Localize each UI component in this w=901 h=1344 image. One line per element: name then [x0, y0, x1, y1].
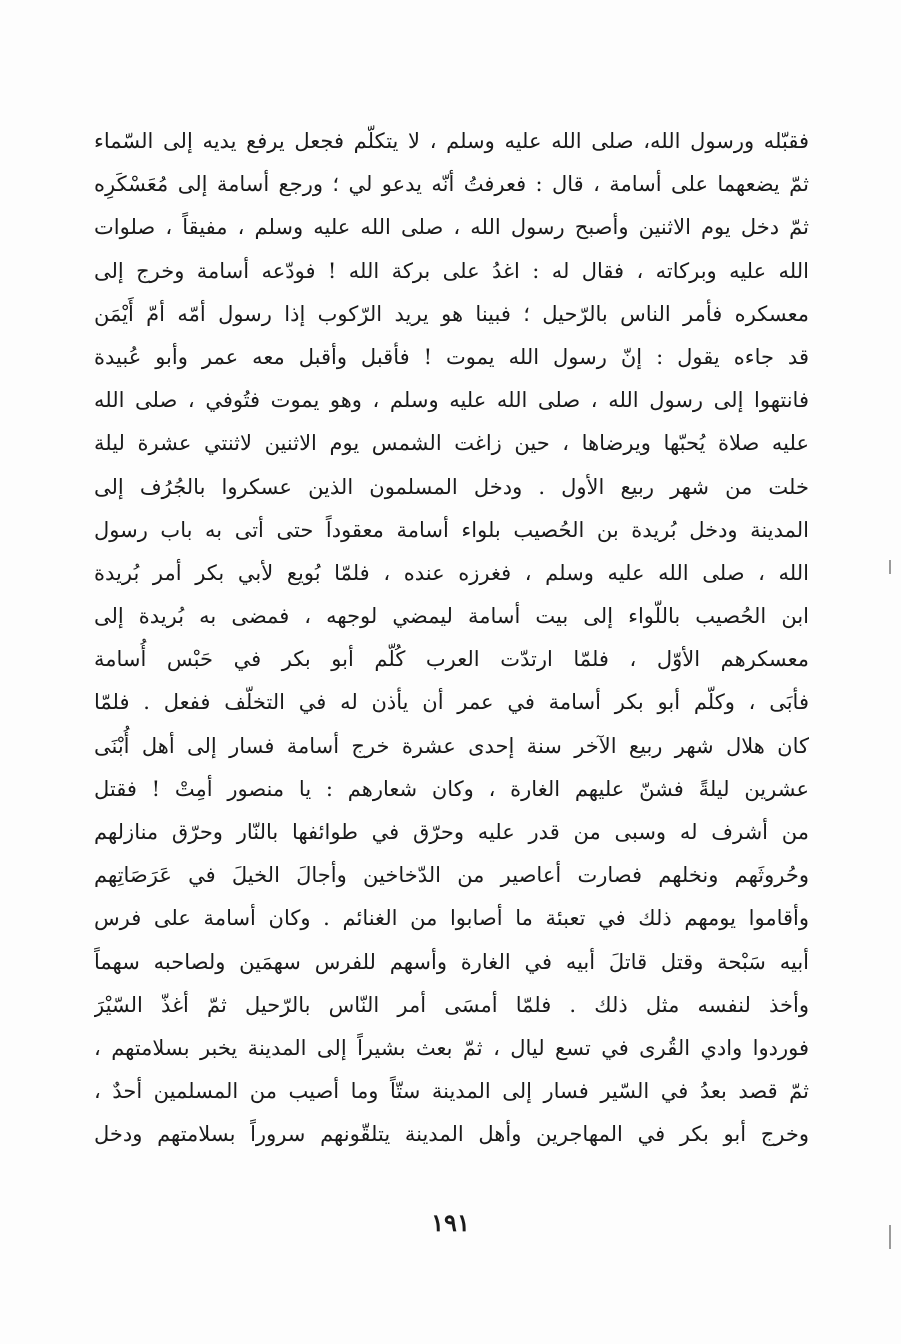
- scan-edge-mark: [889, 1225, 891, 1249]
- text-line: فوردوا وادي القُرى في تسع ليال ، ثمّ بعث بشيراً إلى المدينة يخبر بسلامتهم ،: [94, 1035, 809, 1060]
- text-line: أبيه سَبْحة وقتل قاتلَ أبيه في الغارة وأسهم للفرس سهمَين ولصاحبه سهماً: [94, 949, 809, 974]
- text-line: معسكره فأمر الناس بالرّحيل ؛ فبينا هو يريد الرّكوب إذا رسول أمّه أمّ أَيْمَن: [94, 301, 809, 326]
- text-line: من أشرف له وسبى من قدر عليه وحرّق في طوائفها بالنّار وحرّق منازلهم: [94, 820, 809, 844]
- text-line: معسكرهم الأوّل ، فلمّا ارتدّت العرب كُلّم أبو بكر في حَبْس أُسامة: [94, 647, 809, 672]
- text-line: وخرج أبو بكر في المهاجرين وأهل المدينة يتلقّونهم سروراً بسلامتهم ودخل: [94, 1122, 809, 1147]
- text-line: عليه صلاة يُحبّها ويرضاها ، حين زاغت الشمس يوم الاثنين لاثنتي عشرة ليلة: [94, 431, 809, 456]
- text-line: عشرين ليلةً فشنّ عليهم الغارة ، وكان شعارهم : يا منصور أمِتْ ! فقتل: [94, 776, 809, 801]
- text-line: قد جاءه يقول : إنّ رسول الله يموت ! فأقبل وأقبل معه عمر وأبو عُبيدة: [94, 344, 809, 369]
- text-line: وحُروثَهم ونخلهم فصارت أعاصير من الدّخاخين وأجالَ الخيلَ في عَرَصَاتِهم: [94, 863, 809, 888]
- text-line: المدينة ودخل بُريدة بن الحُصيب بلواء أسامة معقوداً حتى أتى به باب رسول: [94, 517, 809, 542]
- text-line: ابن الحُصيب باللّواء إلى بيت أسامة ليمضي لوجهه ، فمضى به بُريدة إلى: [94, 604, 809, 629]
- text-line: فانتهوا إلى رسول الله ، صلى الله عليه وسلم ، وهو يموت فتُوفي ، صلى الله: [94, 388, 809, 413]
- text-line: الله ، صلى الله عليه وسلم ، فغرزه عنده ، فلمّا بُويع لأبي بكر أمر بُريدة: [94, 560, 809, 585]
- text-line: ثمّ دخل يوم الاثنين وأصبح رسول الله ، صلى الله عليه وسلم ، مفيقاً ، صلوات: [94, 215, 809, 240]
- page-number: ١٩١: [431, 1208, 470, 1237]
- text-line: وأقاموا يومهم ذلك في تعبئة ما أصابوا من الغنائم . وكان أسامة على فرس: [94, 906, 809, 931]
- text-line: وأخذ لنفسه مثل ذلك . فلمّا أمسَى أمر النّاس بالرّحيل ثمّ أغذّ السّيْرَ: [94, 992, 809, 1017]
- text-line: كان هلال شهر ربيع الآخر سنة إحدى عشرة خرج أسامة فسار إلى أهل أُبْنَى: [94, 733, 809, 758]
- text-line: فقبّله ورسول الله، صلى الله عليه وسلم ، لا يتكلّم فجعل يرفع يديه إلى السّماء: [94, 129, 809, 153]
- text-line: خلت من شهر ربيع الأول . ودخل المسلمون الذين عسكروا بالجُرُف إلى: [94, 474, 809, 499]
- text-line: فأبَى ، وكلّم أبو بكر أسامة في عمر أن يأذن له في التخلّف ففعل . فلمّا: [94, 690, 809, 715]
- text-line: الله عليه وبركاته ، فقال له : اغدُ على بركة الله ! فودّعه أسامة وخرج إلى: [94, 258, 809, 283]
- text-line: ثمّ يضعهما على أسامة ، قال : فعرفتُ أنّه يدعو لي ؛ ورجع أسامة إلى مُعَسْكَرِه: [94, 172, 809, 197]
- scan-edge-mark: [889, 560, 891, 574]
- text-line: ثمّ قصد بعدُ في السّير فسار إلى المدينة ستّاً وما أصيب من المسلمين أحدٌ ،: [94, 1079, 809, 1104]
- body-text: [94, 120, 809, 1157]
